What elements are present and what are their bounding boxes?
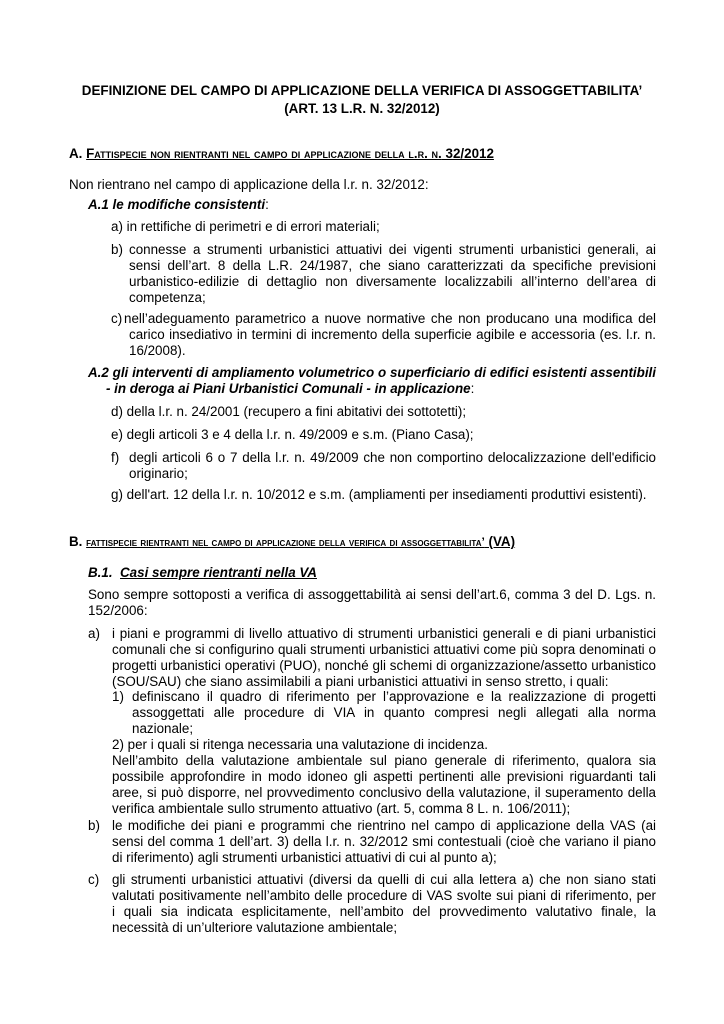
item-line: (SOU/SAU) che siano assimilabili a piani urbanistici attuativi in senso stretto, i quali: [112, 674, 609, 689]
section-b-heading [69, 533, 515, 551]
item-label: 1) [112, 689, 124, 704]
document-title-line1: DEFINIZIONE DEL CAMPO DI APPLICAZIONE DELLA VERIFICA DI ASSOGGETTABILITA’ [81, 83, 643, 98]
b1-intro [88, 587, 656, 619]
item-text: dell'art. 12 della l.r. n. 10/2012 e s.m. (ampliamenti per insediamenti produttivi esistenti). [126, 487, 647, 502]
item-label: d) [111, 404, 123, 419]
item-line: i quali sia indicata esplicitamente, nell’ambito del provvedimento valutativo finale, la [112, 904, 656, 919]
note-line: verifica ambientale sullo strumento attuativo (art. 5, comma 8 L. n. 106/2011); [112, 801, 571, 816]
item-line: degli articoli 6 o 7 della l.r. n. 49/2009 che non comportino delocalizzazione dell'edificio [129, 450, 656, 465]
intro-line: Sono sempre sottoposti a verifica di assoggettabilità ai sensi dell’art.6, comma 3 del D. Lgs. n. [88, 587, 656, 602]
section-b-prefix: B. [69, 534, 87, 549]
a2-item-g [111, 487, 656, 503]
note-line: possibile approfondire in modo idoneo gli aspetti pertinenti alle previsioni riguardanti tali [112, 769, 656, 784]
b-item-a [88, 626, 656, 690]
b-item-b [88, 818, 656, 866]
intro-line: 152/2006: [88, 603, 148, 618]
b1-heading [88, 565, 668, 581]
item-label: b) [88, 818, 100, 833]
b1-num: B.1. [88, 565, 113, 580]
a2-item-e [111, 427, 656, 443]
a1-item-b [111, 242, 656, 306]
a1-colon: : [265, 197, 269, 212]
a2-title-line1: A.2 gli interventi di ampliamento volumetrico o superficiario di edifici esistenti assentibili [88, 365, 656, 380]
section-a-heading [69, 145, 494, 163]
item-line: comunali che si configurino quali strumenti urbanistici attuativi come più sopra denominati o [112, 642, 656, 657]
item-label: b) [111, 242, 123, 257]
item-line: di riferimento) agli strumenti urbanistici attuativi di cui al punto a); [112, 850, 497, 865]
item-label: e) [111, 427, 123, 442]
section-b-title: fattispecie rientranti nel campo di applicazione della verifica di assoggettabilita’ [86, 535, 485, 549]
item-line: originario; [129, 466, 188, 481]
a1-item-a [111, 219, 656, 235]
b1-title: Casi sempre rientranti nella VA [120, 565, 317, 580]
a1-heading [88, 197, 668, 213]
item-label: 2) [112, 737, 124, 752]
item-label: a) [88, 626, 100, 641]
item-label: f) [111, 450, 120, 465]
item-text: per i quali si ritenga necessaria una valutazione di incidenza. [127, 737, 488, 752]
item-line: carico insediativo in termini di incremento della superficie agibile e accessoria (es. l.r. n. [129, 327, 656, 342]
item-line: sensi del comma 1 dell’art. 3) della l.r. n. 32/2012 smi contestuali (cioè che variano il piano [112, 834, 656, 849]
a1-item-c [111, 311, 656, 359]
a2-colon: : [470, 381, 475, 396]
item-label: c) [111, 311, 123, 326]
a2-item-d [111, 404, 656, 420]
item-line: i piani e programmi di livello attuativo di strumenti urbanistici generali e di piani urbanistici [112, 626, 656, 641]
item-line: nazionale; [132, 721, 194, 736]
item-line: progetti urbanistici operativi (PUO), nonché gli schemi di organizzazione/assetto urbanistico [112, 658, 656, 673]
item-line: necessità di un’ulteriore valutazione ambientale; [112, 920, 398, 935]
a2-heading [88, 365, 656, 397]
b-subitem-2 [112, 737, 656, 753]
b-item-a-note [112, 753, 656, 817]
item-line: 16/2008). [129, 343, 186, 358]
item-line: sensi dell’art. 8 della L.R. 24/1987, che siano caratterizzati da specifiche previsioni [129, 258, 656, 273]
section-a-title-num: 32/2012 [441, 146, 494, 161]
section-b-title-tail: (VA) [484, 534, 516, 549]
item-line: gli strumenti urbanistici attuativi (diversi da quelli di cui alla lettera a) che non siano stati [112, 872, 656, 887]
item-line: competenza; [129, 290, 206, 305]
item-text: della l.r. n. 24/2001 (recupero a fini abitativi dei sottotetti); [126, 404, 467, 419]
note-line: aree, si può disporre, nel provvedimento conclusivo della valutazione, il superamento della [112, 785, 656, 800]
item-line: nell’adeguamento parametrico a nuove normative che non producano una modifica del [124, 311, 656, 326]
a1-title: A.1 le modifiche consistenti [88, 197, 266, 212]
note-line: Nell’ambito della valutazione ambientale sul piano generale di riferimento, qualora sia [112, 753, 656, 768]
item-text: in rettifiche di perimetri e di errori materiali; [126, 219, 380, 234]
a2-item-f [111, 450, 656, 482]
item-label: g) [111, 487, 123, 502]
item-line: assoggettati alle procedure di VIA in quanto compresi negli allegati alla norma [132, 705, 656, 720]
document-title-line2: (ART. 13 L.R. N. 32/2012) [284, 101, 440, 116]
item-line: urbanistico-edilizie di dettaglio non diversamente localizzabili all’interno dell’area di [129, 274, 656, 289]
item-line: le modifiche dei piani e programmi che rientrino nel campo di applicazione della VAS (ai [112, 818, 656, 833]
section-a-title: Fattispecie non rientranti nel campo di applicazione della l.r. n. [86, 146, 442, 161]
item-line: connesse a strumenti urbanistici attuativi dei vigenti strumenti urbanistici generali, ai [129, 242, 656, 257]
item-label: a) [111, 219, 123, 234]
b-subitem-1 [112, 689, 656, 737]
item-line: valutati positivamente nell’ambito delle procedure di VAS svolte sui piani di riferimento, per [112, 888, 656, 903]
section-a-intro: Non rientrano nel campo di applicazione della l.r. n. 32/2012: [69, 177, 429, 192]
item-text: degli articoli 3 e 4 della l.r. n. 49/2009 e s.m. (Piano Casa); [126, 427, 474, 442]
item-label: c) [88, 872, 100, 887]
a2-title-line2: - in deroga ai Piani Urbanistici Comunali - in applicazione [106, 381, 471, 396]
section-a-prefix: A. [69, 146, 87, 161]
b-item-c [88, 872, 656, 936]
item-line: definiscano il quadro di riferimento per l’approvazione e la realizzazione di progetti [132, 689, 656, 704]
